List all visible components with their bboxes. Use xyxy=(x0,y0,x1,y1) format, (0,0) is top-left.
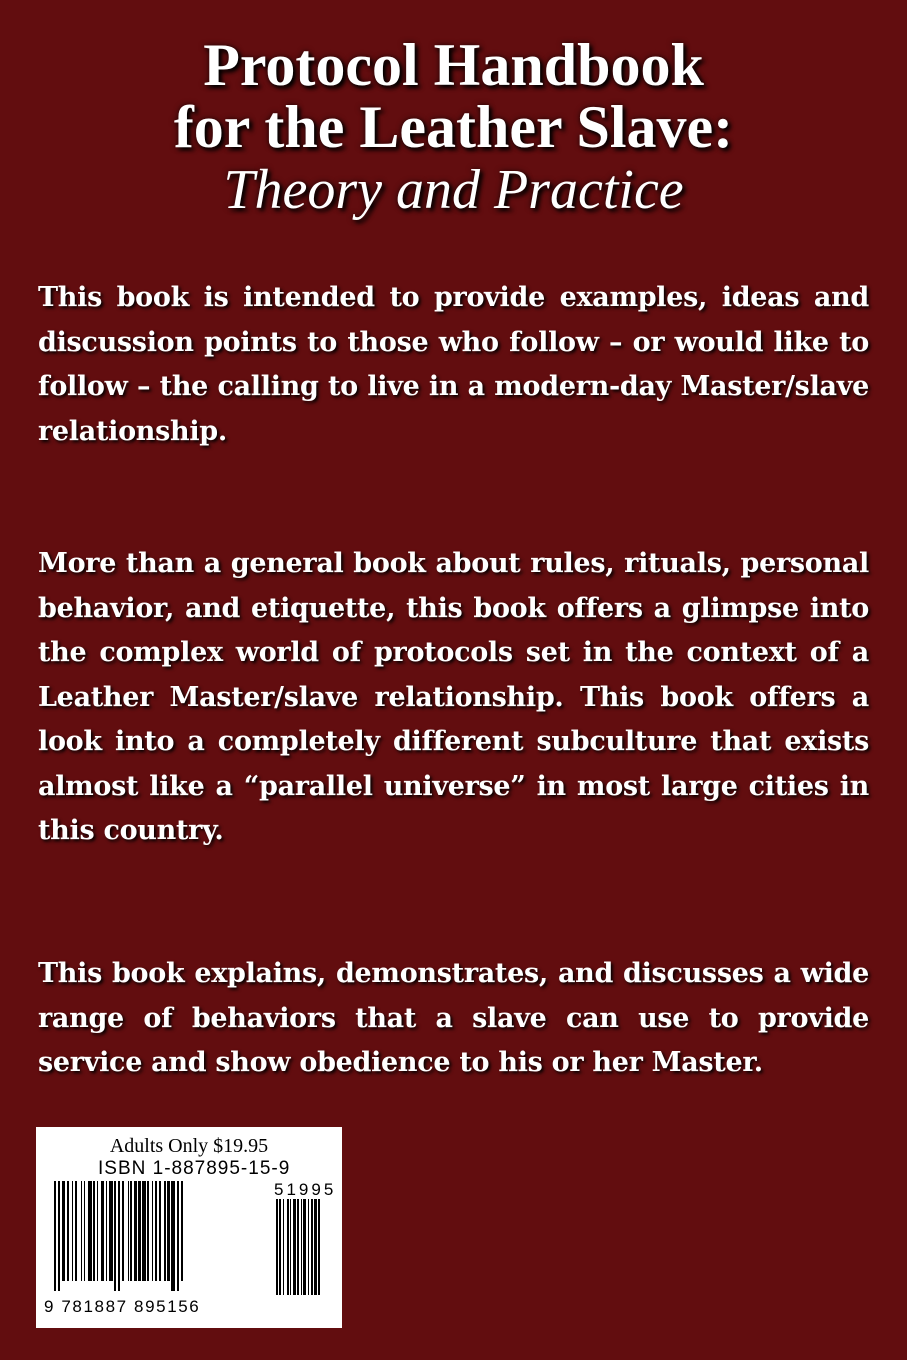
price-addon-barcode-icon xyxy=(276,1199,336,1297)
barcode-bar xyxy=(293,1199,296,1295)
title-block xyxy=(0,34,907,222)
barcode-bar xyxy=(303,1199,306,1295)
barcode-bar xyxy=(128,1181,129,1281)
blurb-paragraph-1: This book is intended to provide examples, ideas and discussion points to those who follow – or would like to follow – the calling to live in a modern-day Master/slave relationship. xyxy=(38,282,869,447)
barcode-bar xyxy=(142,1181,146,1281)
barcode-bar xyxy=(62,1181,65,1281)
barcode-bar xyxy=(58,1181,60,1291)
barcode-bar xyxy=(54,1181,56,1291)
barcode-bar xyxy=(314,1199,317,1295)
barcode-bar xyxy=(297,1199,299,1295)
barcode-bar xyxy=(101,1181,104,1281)
barcode-bar xyxy=(134,1181,137,1281)
book-title-line-1: Protocol Handbook xyxy=(203,32,704,98)
barcode-bar xyxy=(109,1181,113,1281)
isbn-label: ISBN 1-887895-15-9 xyxy=(98,1158,291,1179)
barcode-bar xyxy=(118,1181,120,1291)
barcode-bar xyxy=(93,1181,95,1281)
barcode-bar xyxy=(318,1199,320,1295)
barcode-bar xyxy=(167,1181,170,1281)
barcode-bar xyxy=(279,1199,281,1295)
barcode-bar xyxy=(67,1181,69,1281)
barcode-bar xyxy=(72,1181,73,1281)
barcode-bar xyxy=(311,1199,313,1295)
barcode-bar xyxy=(84,1181,85,1281)
barcode-box xyxy=(36,1127,342,1328)
book-title-line-2: for the Leather Slave: xyxy=(173,94,734,160)
barcode-bar xyxy=(301,1199,302,1295)
barcode-bar xyxy=(164,1181,166,1281)
barcode-bar xyxy=(114,1181,116,1291)
barcode-bar xyxy=(88,1181,92,1281)
blurb-paragraph-2: More than a general book about rules, rituals, personal behavior, and etiquette, this book offers a glimpse into the complex world of protocols set in the context of a Leather Master/slave relationship. This book offers a look into a completely different subculture that exists almost like a “parallel universe” in most large cities in this country. xyxy=(38,548,869,846)
price-label: Adults Only $19.95 xyxy=(109,1135,269,1157)
blurb-paragraph-3: This book explains, demonstrates, and discusses a wide range of behaviors that a slave can use to provide service and show obedience to his or her Master. xyxy=(38,958,869,1078)
barcode-bar xyxy=(177,1181,179,1291)
barcode-bar xyxy=(147,1181,149,1281)
barcode-bar xyxy=(75,1181,77,1281)
barcode-bar xyxy=(130,1181,132,1281)
ean-digits-label: 9 781887 895156 xyxy=(44,1297,201,1316)
price-code-label: 51995 xyxy=(274,1180,337,1199)
barcode-bar xyxy=(122,1181,124,1281)
barcode-bar xyxy=(308,1199,309,1295)
book-subtitle: Theory and Practice xyxy=(223,159,684,221)
barcode-bar xyxy=(287,1199,289,1295)
barcode-bar xyxy=(181,1181,183,1281)
barcode-bar xyxy=(276,1199,278,1295)
barcode-bar xyxy=(171,1181,175,1291)
barcode-bar xyxy=(152,1181,153,1281)
barcode-bar xyxy=(138,1181,141,1281)
barcode-bar xyxy=(159,1181,161,1281)
barcode-bar xyxy=(106,1181,107,1281)
barcode-bar xyxy=(283,1199,284,1295)
ean-barcode-icon xyxy=(54,1181,262,1297)
barcode-bar xyxy=(155,1181,157,1281)
barcode-bar xyxy=(290,1199,291,1295)
barcode-bar xyxy=(81,1181,82,1281)
barcode-bar xyxy=(97,1181,98,1281)
